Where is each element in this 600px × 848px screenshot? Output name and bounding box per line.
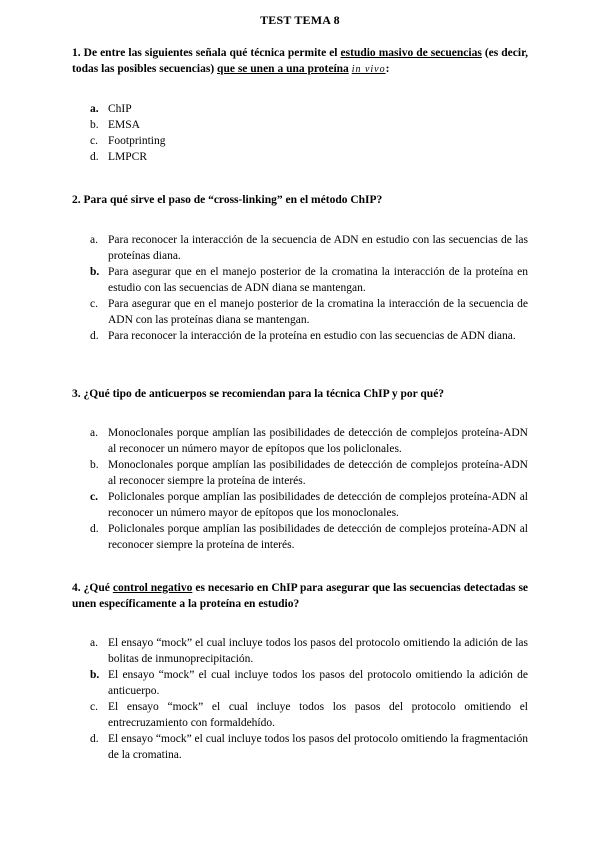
question-text-underlined: estudio masivo de secuencias (340, 47, 482, 59)
option-letter: c. (90, 701, 98, 713)
option-d (72, 149, 528, 165)
question-number: 2. (72, 194, 81, 206)
option-letter: d. (90, 733, 99, 745)
option-letter: c. (90, 135, 98, 147)
option-a (72, 425, 528, 457)
option-text: Monoclonales porque amplían las posibilidades de detección de complejos proteína-ADN al reconocer un número mayor de epítopos que los policlonales. (108, 427, 528, 455)
question-3-options (72, 425, 528, 553)
option-letter: a. (90, 234, 98, 246)
option-text: LMPCR (108, 151, 147, 163)
option-text: ChIP (108, 103, 132, 115)
question-number: 4. (72, 582, 81, 594)
option-a (72, 232, 528, 264)
option-b (72, 457, 528, 489)
option-letter: b. (90, 459, 99, 471)
option-text: Para asegurar que en el manejo posterior de la cromatina la interacción de la secuencia de ADN con las proteínas diana se mantengan. (108, 298, 528, 326)
option-letter: c. (90, 298, 98, 310)
option-letter: b. (90, 266, 100, 278)
option-text: El ensayo “mock” el cual incluye todos los pasos del protocolo omitiendo la adición de anticuerpo. (108, 669, 528, 697)
question-text-underlined: control negativo (112, 582, 193, 594)
option-letter: a. (90, 427, 98, 439)
question-text-part: ¿Qué (83, 582, 113, 594)
question-1-options (72, 101, 528, 165)
question-text: ¿Qué tipo de anticuerpos se recomiendan para la técnica ChIP y por qué? (83, 388, 445, 400)
option-c (72, 699, 528, 731)
option-d (72, 328, 528, 344)
option-letter: a. (90, 103, 99, 115)
option-a (72, 635, 528, 667)
option-d (72, 731, 528, 763)
option-text: Monoclonales porque amplían las posibilidades de detección de complejos proteína-ADN al reconocer siempre la proteína de interés. (108, 459, 528, 487)
question-number: 3. (72, 388, 81, 400)
option-letter: b. (90, 669, 100, 681)
question-text-underlined: que se unen a una proteína (217, 63, 349, 75)
option-letter: a. (90, 637, 98, 649)
question-4-options (72, 635, 528, 763)
question-3 (72, 386, 528, 402)
option-c (72, 133, 528, 149)
question-text-part: es necesario en ChIP para asegurar que las secuencias detectadas se unen específicamente a la proteína en estudio? (72, 582, 529, 610)
option-text: El ensayo “mock” el cual incluye todos los pasos del protocolo omitiendo la fragmentación de la cromatina. (108, 733, 528, 761)
option-text: Para asegurar que en el manejo posterior de la cromatina la interacción de la proteína en estudio con las secuencias de ADN diana se mantengan. (108, 266, 528, 294)
option-text: Policlonales porque amplían las posibilidades de detección de complejos proteína-ADN al reconocer siempre la proteína de interés. (108, 523, 528, 551)
option-letter: d. (90, 151, 99, 163)
option-text: Footprinting (108, 135, 166, 147)
question-number: 1. (72, 47, 81, 59)
option-b (72, 117, 528, 133)
option-c (72, 489, 528, 521)
question-text-italic: in vivo (351, 64, 386, 75)
option-b (72, 667, 528, 699)
option-letter: c. (90, 491, 98, 503)
option-a (72, 101, 528, 117)
question-text-part: (es decir, todas las posibles secuencias) (72, 47, 528, 75)
option-letter: d. (90, 330, 99, 342)
question-text: Para qué sirve el paso de “cross-linking” en el método ChIP? (83, 194, 383, 206)
option-text: Para reconocer la interacción de la secuencia de ADN en estudio con las secuencias de las proteínas diana. (108, 234, 528, 262)
option-letter: d. (90, 523, 99, 535)
option-text: EMSA (108, 119, 140, 131)
question-text-part: De entre las siguientes señala qué técnica permite el (83, 47, 341, 59)
option-text: El ensayo “mock” el cual incluye todos los pasos del protocolo omitiendo la adición de las bolitas de inmunoprecipitación. (108, 637, 528, 665)
option-text: El ensayo “mock” el cual incluye todos los pasos del protocolo omitiendo el entrecruzamiento con formaldehído. (108, 701, 528, 729)
option-d (72, 521, 528, 553)
question-1 (72, 45, 528, 78)
document-title: TEST TEMA 8 (260, 13, 340, 27)
option-text: Policlonales porque amplían las posibilidades de detección de complejos proteína-ADN al reconocer un número mayor de epítopos que los monoclonales. (108, 491, 528, 519)
question-4 (72, 580, 528, 612)
question-text-part: : (385, 63, 390, 75)
option-text: Para reconocer la interacción de la proteína en estudio con las secuencias de ADN diana. (108, 330, 516, 342)
question-2 (72, 192, 528, 208)
option-letter: b. (90, 119, 99, 131)
question-2-options (72, 232, 528, 344)
option-c (72, 296, 528, 328)
option-b (72, 264, 528, 296)
